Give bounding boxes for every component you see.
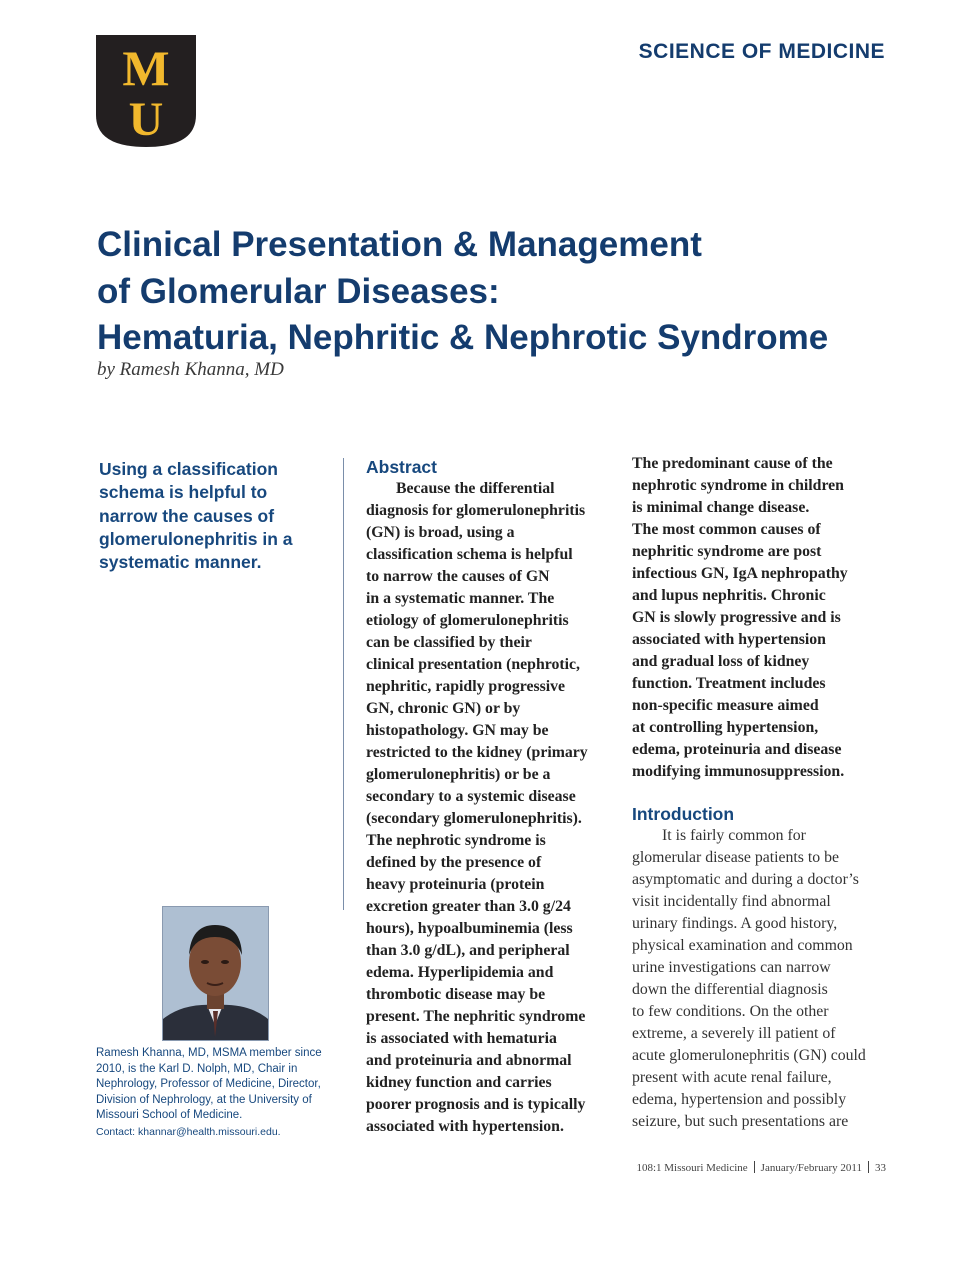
- author-bio-block: [96, 1046, 351, 1140]
- university-logo: [96, 35, 196, 147]
- text-line: edema, hypertension and possibly: [632, 1091, 847, 1108]
- footer-separator: [868, 1161, 869, 1173]
- text-line: present. The nephritic syndrome: [366, 1008, 586, 1025]
- text-line: edema, proteinuria and disease: [632, 741, 842, 758]
- text-line: poorer prognosis and is typically: [366, 1096, 586, 1113]
- text-line: etiology of glomerulonephritis: [366, 612, 569, 629]
- text-line: associated with hypertension.: [366, 1118, 564, 1135]
- text-line: in a systematic manner. The: [366, 590, 555, 607]
- text-line: GN is slowly progressive and is: [632, 609, 841, 626]
- author-bio: Ramesh Khanna, MD, MSMA member since 2010, is the Karl D. Nolph, MD, Chair in Nephrology, Professor of Medicine, Director, Division of Nephrology, at the University of Missouri School of Medicine.: [96, 1047, 322, 1121]
- text-line: infectious GN, IgA nephropathy: [632, 565, 848, 582]
- text-line: nephrotic syndrome in children: [632, 477, 844, 494]
- text-line: extreme, a severely ill patient of: [632, 1025, 836, 1042]
- text-line: clinical presentation (nephrotic,: [366, 656, 580, 673]
- text-line: than 3.0 g/dL), and peripheral: [366, 942, 570, 959]
- introduction-heading: Introduction: [632, 804, 735, 824]
- text-line: secondary to a systemic disease: [366, 788, 576, 805]
- text-line: The predominant cause of the: [632, 455, 833, 472]
- byline: by Ramesh Khanna, MD: [97, 359, 284, 380]
- text-line: glomerular disease patients to be: [632, 849, 840, 866]
- text-line: GN, chronic GN) or by: [366, 700, 521, 717]
- text-line: non-specific measure aimed: [632, 697, 819, 714]
- title-line: Clinical Presentation & Management: [97, 225, 702, 264]
- text-line: urine investigations can narrow: [632, 959, 831, 976]
- text-line: glomerulonephritis) or be a: [366, 766, 551, 783]
- footer-issue: 108:1 Missouri Medicine: [636, 1162, 748, 1174]
- text-line: seizure, but such presentations are: [632, 1113, 849, 1130]
- page-footer: [636, 1161, 886, 1174]
- text-line: at controlling hypertension,: [632, 719, 819, 736]
- introduction-body: [632, 825, 894, 1133]
- text-line: thrombotic disease may be: [366, 986, 546, 1003]
- pull-quote: Using a classification schema is helpful to narrow the causes of glomerulonephritis in a systematic manner.: [99, 459, 293, 573]
- text-line: modifying immunosuppression.: [632, 763, 845, 780]
- text-line: nephritic, rapidly progressive: [366, 678, 566, 695]
- abstract-body: [366, 478, 616, 1138]
- text-line: diagnosis for glomerulonephritis: [366, 502, 586, 519]
- text-line: Because the differential: [396, 480, 555, 497]
- text-line: associated with hypertension: [632, 631, 826, 648]
- article-title: [97, 222, 897, 362]
- text-line: classification schema is helpful: [366, 546, 573, 563]
- text-line: visit incidentally find abnormal: [632, 893, 831, 910]
- text-line: heavy proteinuria (protein: [366, 876, 545, 893]
- text-line: nephritic syndrome are post: [632, 543, 822, 560]
- column-divider: [343, 458, 344, 910]
- title-line: Hematuria, Nephritic & Nephrotic Syndrome: [97, 318, 829, 357]
- logo-letter-m: M: [122, 40, 170, 96]
- summary-text: [632, 453, 894, 783]
- text-line: present with acute renal failure,: [632, 1069, 832, 1086]
- logo-letter-u: U: [128, 93, 164, 146]
- text-line: to few conditions. On the other: [632, 1003, 829, 1020]
- text-line: defined by the presence of: [366, 854, 542, 871]
- author-photo: [162, 906, 269, 1041]
- title-line: of Glomerular Diseases:: [97, 271, 500, 311]
- text-line: down the differential diagnosis: [632, 981, 828, 998]
- text-line: (GN) is broad, using a: [366, 524, 515, 541]
- text-line: urinary findings. A good history,: [632, 915, 838, 932]
- text-line: to narrow the causes of GN: [366, 568, 550, 585]
- text-line: histopathology. GN may be: [366, 722, 549, 739]
- right-column: [632, 453, 894, 1133]
- section-label: SCIENCE OF MEDICINE: [638, 40, 885, 63]
- text-line: It is fairly common for: [662, 827, 806, 844]
- text-line: asymptomatic and during a doctor’s: [632, 871, 859, 888]
- text-line: and lupus nephritis. Chronic: [632, 587, 826, 604]
- text-line: excretion greater than 3.0 g/24: [366, 898, 571, 915]
- text-line: is associated with hematuria: [366, 1030, 557, 1047]
- text-line: can be classified by their: [366, 634, 532, 651]
- text-line: and proteinuria and abnormal: [366, 1052, 572, 1069]
- text-line: hours), hypoalbuminemia (less: [366, 920, 573, 937]
- text-line: is minimal change disease.: [632, 499, 810, 516]
- footer-separator: [754, 1161, 755, 1173]
- abstract-column: [366, 456, 616, 1138]
- text-line: acute glomerulonephritis (GN) could: [632, 1047, 866, 1064]
- author-contact: Contact: khannar@health.missouri.edu.: [96, 1125, 281, 1138]
- text-line: restricted to the kidney (primary: [366, 744, 588, 761]
- text-line: and gradual loss of kidney: [632, 653, 810, 670]
- text-line: kidney function and carries: [366, 1074, 552, 1091]
- text-line: The most common causes of: [632, 521, 821, 538]
- text-line: edema. Hyperlipidemia and: [366, 964, 554, 981]
- footer-page-number: 33: [875, 1162, 886, 1174]
- abstract-heading: Abstract: [366, 457, 437, 477]
- text-line: physical examination and common: [632, 937, 853, 954]
- footer-date: January/February 2011: [760, 1162, 862, 1174]
- text-line: function. Treatment includes: [632, 675, 826, 692]
- text-line: The nephrotic syndrome is: [366, 832, 546, 849]
- text-line: (secondary glomerulonephritis).: [366, 810, 582, 827]
